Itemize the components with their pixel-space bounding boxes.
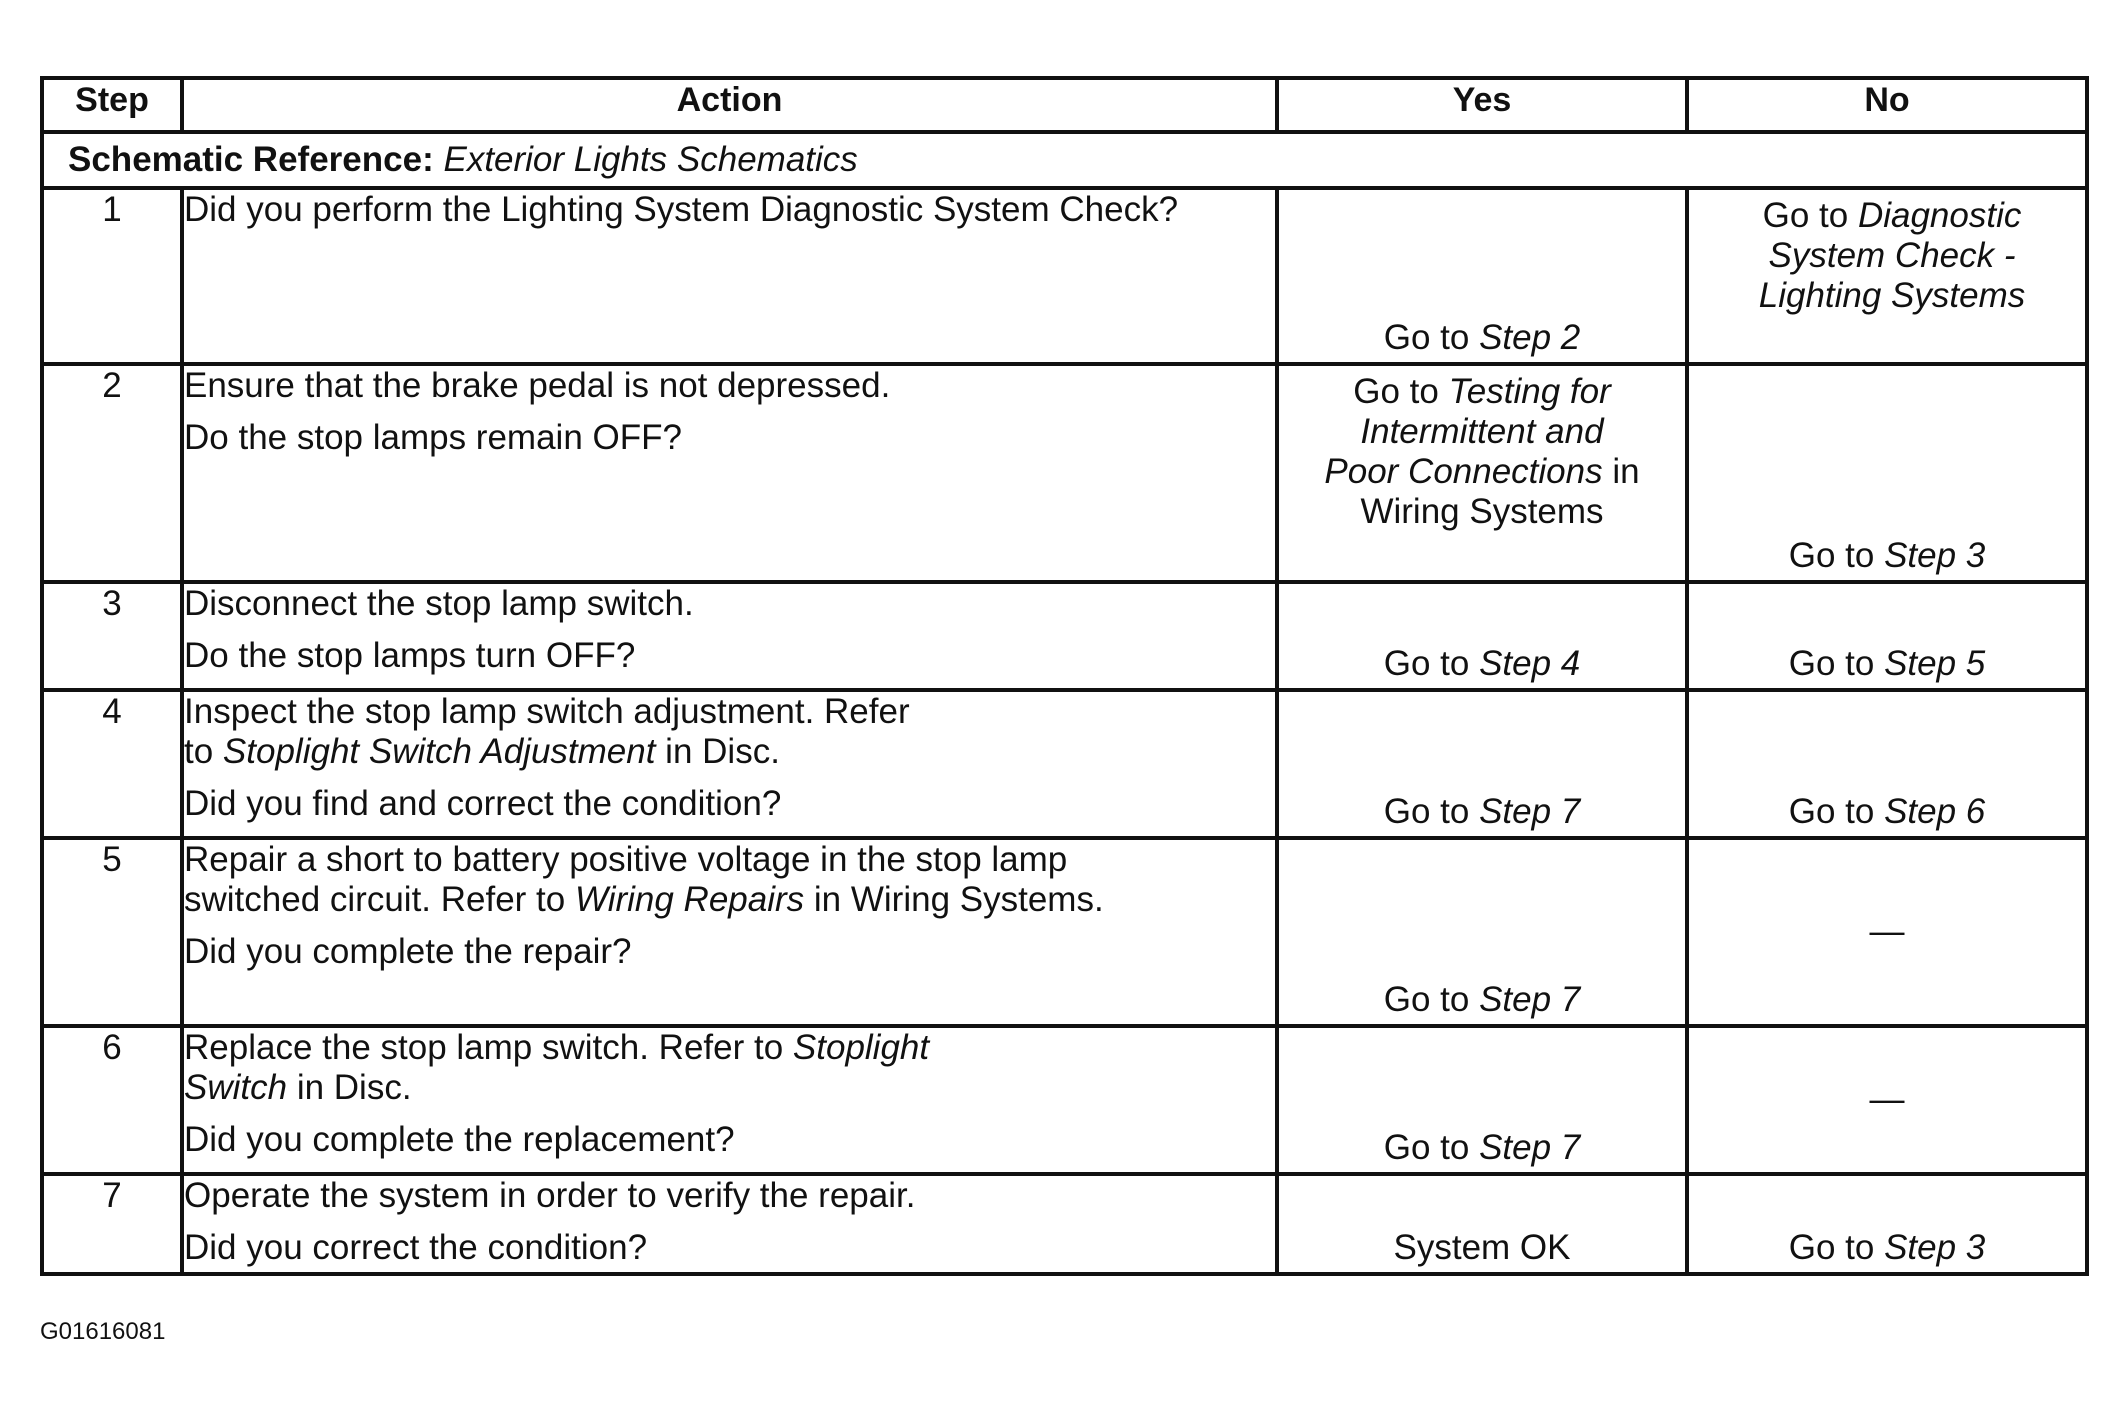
table-row <box>42 582 2087 690</box>
action-cell <box>182 838 1277 1026</box>
no-result: Go to Step 5 <box>1788 644 1986 683</box>
yes-cell <box>1277 838 1687 1026</box>
table-row <box>42 364 2087 582</box>
yes-result: Go to Testing for Intermittent and Poor Connections in Wiring Systems <box>1324 372 1640 531</box>
no-result: Go to Diagnostic System Check - Lighting Systems <box>1758 196 2026 315</box>
no-cell <box>1687 188 2087 364</box>
table-row <box>42 1174 2087 1274</box>
yes-cell <box>1277 582 1687 690</box>
no-cell <box>1687 690 2087 838</box>
table-row <box>42 1026 2087 1174</box>
no-cell <box>1687 838 2087 1026</box>
header-step: Step <box>42 78 182 132</box>
no-result-dash: — <box>1869 912 1905 951</box>
action-cell <box>182 582 1277 690</box>
step-reference: Step 5 <box>1884 644 1986 683</box>
action-cell <box>182 690 1277 838</box>
step-number: 5 <box>42 838 182 1026</box>
no-cell <box>1687 582 2087 690</box>
action-text: Repair a short to battery positive voltage in the stop lamp switched circuit. Refer to Wiring Repairs in Wiring Systems. <box>184 840 1104 919</box>
action-question: Did you complete the repair? <box>184 932 632 971</box>
step-number: 7 <box>42 1174 182 1274</box>
yes-result: System OK <box>1393 1228 1571 1267</box>
action-cell <box>182 364 1277 582</box>
no-result: Go to Step 6 <box>1788 792 1986 831</box>
schematic-reference-link: Exterior Lights Schematics <box>443 140 858 179</box>
yes-cell <box>1277 1026 1687 1174</box>
schematic-reference-row <box>42 132 2087 188</box>
yes-cell <box>1277 690 1687 838</box>
action-cell <box>182 188 1277 364</box>
procedure-reference: Stoplight Switch Adjustment <box>222 732 656 771</box>
action-text: Ensure that the brake pedal is not depressed. <box>184 366 891 405</box>
header-row <box>42 78 2087 132</box>
step-reference: Step 3 <box>1884 536 1986 575</box>
yes-result: Go to Step 7 <box>1383 1128 1581 1167</box>
figure-id: G01616081 <box>40 1318 166 1345</box>
action-question: Did you complete the replacement? <box>184 1120 735 1159</box>
procedure-reference: Wiring Repairs <box>574 880 805 919</box>
action-question: Did you correct the condition? <box>184 1228 648 1267</box>
step-number: 1 <box>42 188 182 364</box>
yes-cell <box>1277 188 1687 364</box>
step-reference: Step 7 <box>1479 1128 1581 1167</box>
step-number: 3 <box>42 582 182 690</box>
action-cell <box>182 1174 1277 1274</box>
header-action: Action <box>182 78 1277 132</box>
action-text: Disconnect the stop lamp switch. <box>184 584 694 623</box>
table-row <box>42 690 2087 838</box>
action-text: Operate the system in order to verify the repair. <box>184 1176 916 1215</box>
step-number: 2 <box>42 364 182 582</box>
diagnostic-table <box>40 76 2089 1276</box>
yes-result: Go to Step 7 <box>1383 792 1581 831</box>
yes-result: Go to Step 2 <box>1383 318 1581 357</box>
step-reference: Step 3 <box>1884 1228 1986 1267</box>
yes-result: Go to Step 4 <box>1383 644 1581 683</box>
action-question: Did you find and correct the condition? <box>184 784 782 823</box>
procedure-reference: Testing for Intermittent and Poor Connections <box>1324 372 1611 491</box>
procedure-reference: Stoplight Switch <box>184 1028 930 1107</box>
no-cell <box>1687 364 2087 582</box>
action-text: Inspect the stop lamp switch adjustment. Refer to Stoplight Switch Adjustment in Disc. <box>184 692 910 771</box>
table-row <box>42 838 2087 1026</box>
table-row <box>42 188 2087 364</box>
procedure-reference: Diagnostic System Check - Lighting Systems <box>1758 196 2026 315</box>
action-text: Did you perform the Lighting System Diagnostic System Check? <box>184 190 1179 229</box>
step-reference: Step 6 <box>1884 792 1986 831</box>
no-result: Go to Step 3 <box>1788 536 1986 575</box>
no-cell <box>1687 1174 2087 1274</box>
step-number: 6 <box>42 1026 182 1174</box>
no-result: Go to Step 3 <box>1788 1228 1986 1267</box>
yes-cell <box>1277 364 1687 582</box>
step-reference: Step 4 <box>1479 644 1581 683</box>
step-reference: Step 2 <box>1479 318 1581 357</box>
step-reference: Step 7 <box>1479 980 1581 1019</box>
schematic-reference <box>42 132 2087 188</box>
action-question: Do the stop lamps remain OFF? <box>184 418 682 457</box>
yes-cell <box>1277 1174 1687 1274</box>
step-reference: Step 7 <box>1479 792 1581 831</box>
no-cell <box>1687 1026 2087 1174</box>
action-question: Do the stop lamps turn OFF? <box>184 636 636 675</box>
schematic-reference-label: Schematic Reference: <box>68 140 434 179</box>
header-yes: Yes <box>1277 78 1687 132</box>
action-cell <box>182 1026 1277 1174</box>
no-result-dash: — <box>1869 1080 1905 1119</box>
action-text: Replace the stop lamp switch. Refer to Stoplight Switch in Disc. <box>184 1028 930 1107</box>
header-no: No <box>1687 78 2087 132</box>
step-number: 4 <box>42 690 182 838</box>
yes-result: Go to Step 7 <box>1383 980 1581 1019</box>
